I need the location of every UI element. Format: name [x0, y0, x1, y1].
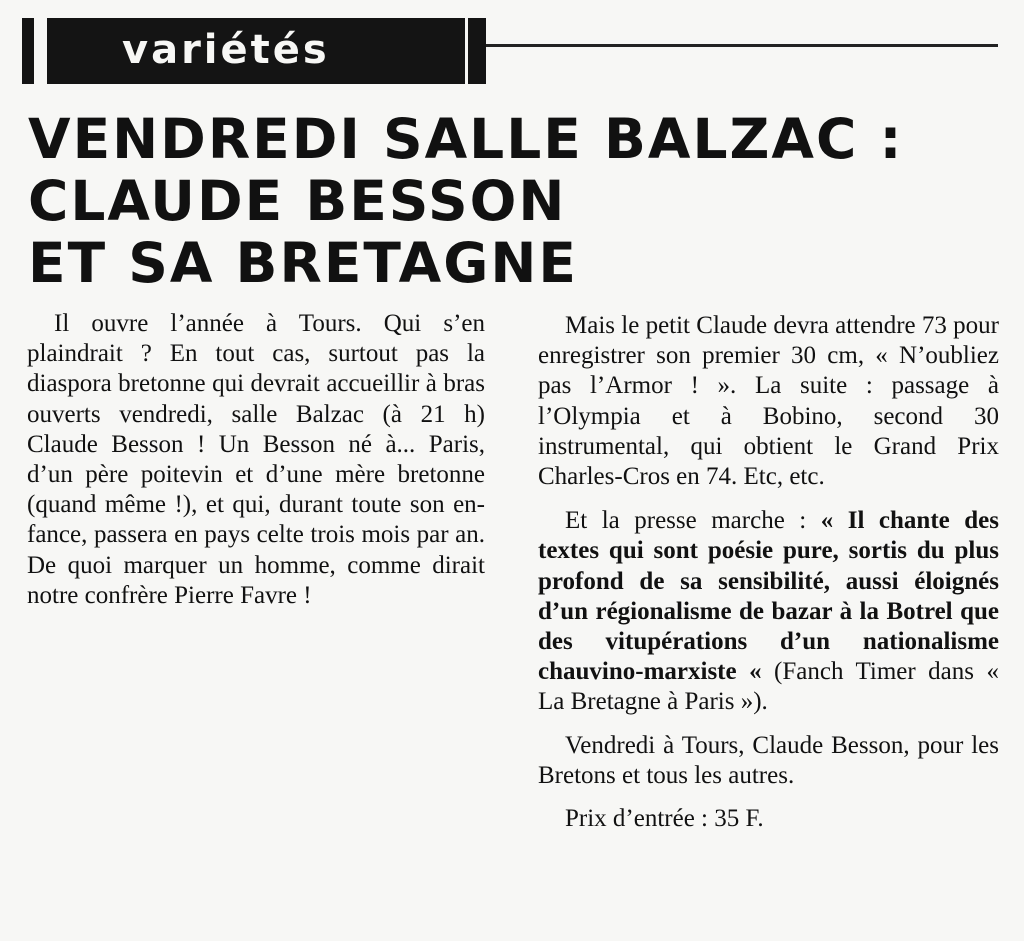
right-paragraph-2	[538, 506, 999, 717]
left-column	[27, 309, 485, 611]
headline	[28, 108, 904, 294]
rubric-left-bar	[22, 18, 34, 84]
entry-price: Prix d’entrée : 35 F.	[565, 805, 764, 833]
rubric-label: variétés	[122, 27, 330, 73]
headline-line-2: CLAUDE BESSON	[28, 169, 567, 233]
left-paragraph-1: Il ouvre l’année à Tours. Qui s’en plaindrait ? En tout cas, surtout pas la diaspora bretonne qui devrait accueillir à bras ouverts vendredi, salle Balzac (à 21 h) Claude Besson ! Un Besson né à... Paris, d’un père poitevin et d’une mère bretonne (quand même !), et qui, durant toute son enfance, passera en pays celte trois mois par an. De quoi marquer un homme, comme dirait notre confrère Pierre Favre !	[27, 310, 485, 609]
rubric-right-bar	[468, 18, 486, 84]
right-paragraph-3: Vendredi à Tours, Claude Besson, pour les Bretons et tous les autres.	[538, 731, 999, 789]
press-quote: « Il chante des textes qui sont poésie pure, sortis du plus profond de sa sensibilité, aussi éloignés d’un régionalisme de bazar à la Botrel que des vitupérations d’un nationalisme chauvino-marxiste «	[538, 507, 999, 686]
press-source: (Fanch Timer dans « La Bretagne à Paris »).	[538, 658, 999, 716]
right-paragraph-1: Mais le petit Claude devra attendre 73 pour enregistrer son premier 30 cm, « N’oubliez pas l’Armor ! ». La suite : passage à l’Olympia et à Bobino, second 30 instrumental, qui obtient le Grand Prix Charles-Cros en 74. Etc, etc.	[538, 312, 999, 491]
headline-line-3: ET SA BRETAGNE	[28, 231, 578, 295]
rubric-rule	[486, 44, 998, 47]
headline-line-1: VENDREDI SALLE BALZAC :	[28, 107, 904, 171]
press-intro: Et la presse marche :	[565, 507, 821, 535]
right-column	[538, 311, 999, 834]
